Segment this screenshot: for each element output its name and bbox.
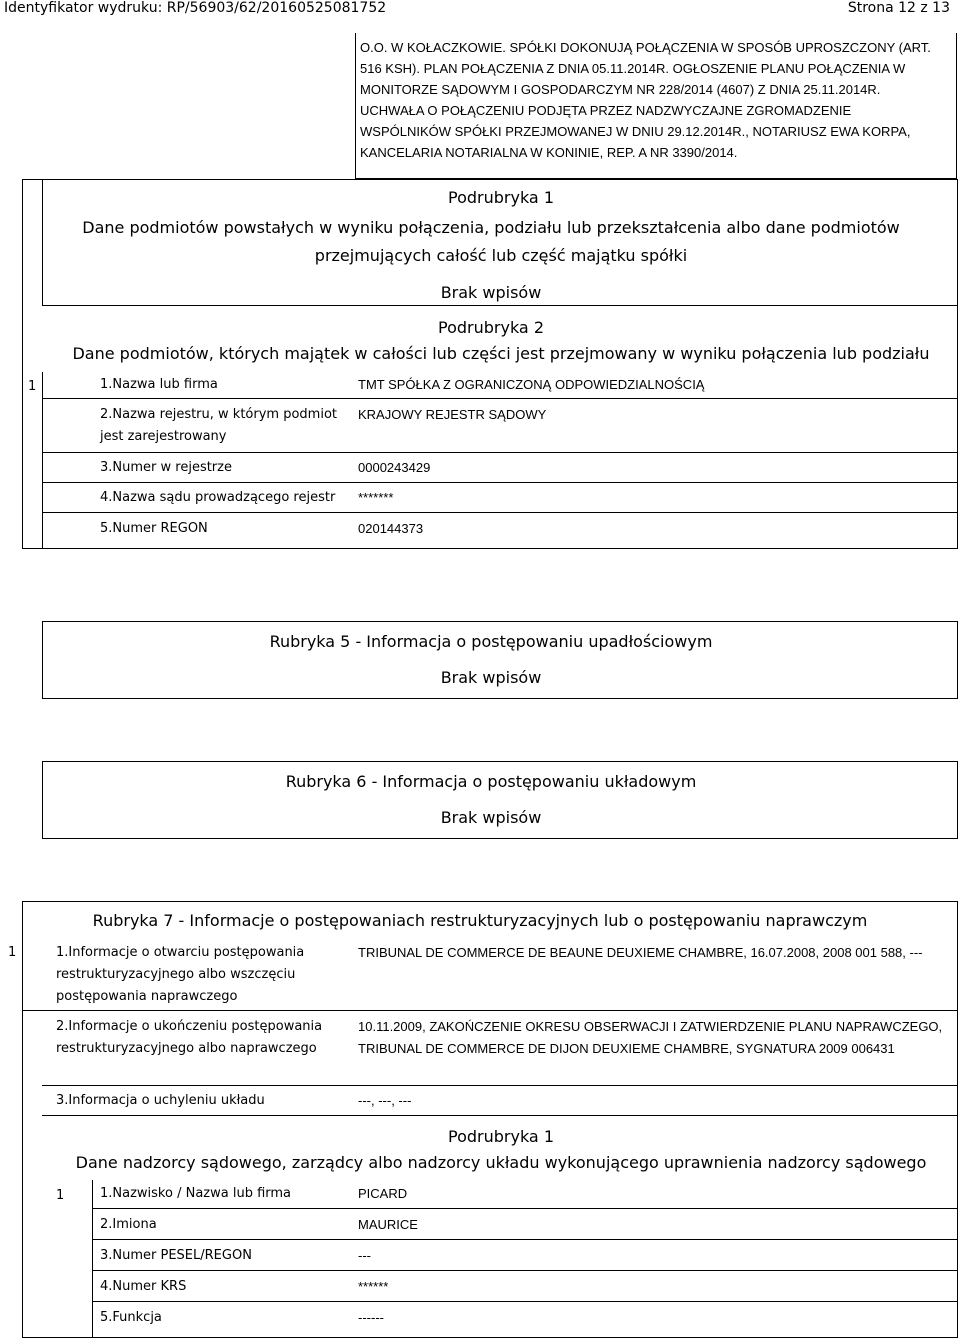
note-line: UCHWAŁA O POŁĄCZENIU PODJĘTA PRZEZ NADZWYCZAJNE ZGROMADZENIE <box>360 103 852 118</box>
page-number: Strona 12 z 13 <box>847 0 950 16</box>
field-value: 10.11.2009, ZAKOŃCZENIE OKRESU OBSERWACJI I ZATWIERDZENIE PLANU NAPRAWCZEGO, TRIBUNAL DE COMMERCE DE DIJON DEUXIEME CHAMBRE, SYGNATURA 2009 006431 <box>358 1019 943 1056</box>
field-value: TMT SPÓŁKA Z OGRANICZONĄ ODPOWIEDZIALNOŚCIĄ <box>358 377 705 392</box>
section-7-subsection-desc: Dane nadzorcy sądowego, zarządcy albo nadzorcy układu wykonującego uprawnienia nadzorcy sądowego <box>75 1153 927 1172</box>
row-divider <box>42 452 958 453</box>
row-divider <box>22 1010 958 1011</box>
note-line: O.O. W KOŁACZKOWIE. SPÓŁKI DOKONUJĄ POŁĄCZENIA W SPOSÓB UPROSZCZONY (ART. <box>360 40 931 55</box>
field-label: 3.Numer w rejestrze <box>100 460 232 475</box>
field-value: KRAJOWY REJESTR SĄDOWY <box>358 407 547 422</box>
field-value: 0000243429 <box>358 460 431 475</box>
field-label: 2.Informacje o ukończeniu postępowania restrukturyzacyjnego albo naprawczego <box>56 1019 323 1056</box>
continuation-note <box>360 37 952 163</box>
field-label: 5.Funkcja <box>100 1310 162 1325</box>
field-label: 3.Informacja o uchyleniu układu <box>56 1093 265 1108</box>
empty-entries-label: Brak wpisów <box>440 668 542 687</box>
row-index: 1 <box>8 945 17 960</box>
row-index: 1 <box>28 379 37 394</box>
field-value: ------ <box>358 1310 384 1325</box>
section-7-subsection-title: Podrubryka 1 <box>448 1127 554 1146</box>
field-label: 1.Nazwisko / Nazwa lub firma <box>100 1186 292 1201</box>
row-divider <box>92 1208 958 1209</box>
row-divider <box>42 512 958 513</box>
field-label: 4.Nazwa sądu prowadzącego rejestr <box>100 490 336 505</box>
field-label: 2.Imiona <box>100 1217 157 1232</box>
field-value: 020144373 <box>358 521 424 536</box>
subsection-2-desc: Dane podmiotów, których majątek w całości lub części jest przejmowany w wyniku połączenia lub podziału <box>72 344 930 363</box>
empty-entries-label: Brak wpisów <box>440 283 542 302</box>
field-label: 3.Numer PESEL/REGON <box>100 1248 252 1263</box>
index-column-divider <box>92 1180 93 1338</box>
row-divider <box>92 1270 958 1271</box>
subsection-1-title: Podrubryka 1 <box>448 188 554 207</box>
field-value: ---, ---, --- <box>358 1093 412 1108</box>
note-line: 516 KSH). PLAN POŁĄCZENIA Z DNIA 05.11.2014R. OGŁOSZENIE PLANU POŁĄCZENIA W <box>360 61 906 76</box>
note-line: MONITORZE SĄDOWYM I GOSPODARCZYM NR 228/2014 (4607) Z DNIA 25.11.2014R. <box>360 82 881 97</box>
row-divider <box>92 1239 958 1240</box>
subsection-2-title: Podrubryka 2 <box>438 318 544 337</box>
empty-entries-label: Brak wpisów <box>440 808 542 827</box>
field-label: 1.Nazwa lub firma <box>100 377 218 392</box>
subsection-divider <box>42 1115 958 1116</box>
field-label: 1.Informacje o otwarciu postępowania restrukturyzacyjnego albo wszczęciu postępowania naprawczego <box>56 945 305 1004</box>
subsection-1-desc-cont: przejmujących całość lub część majątku spółki <box>314 246 688 265</box>
row-divider <box>42 1085 958 1086</box>
note-line: WSPÓLNIKÓW SPÓŁKI PRZEJMOWANEJ W DNIU 29.12.2014R., NOTARIUSZ EWA KORPA, <box>360 124 911 139</box>
section-5-title: Rubryka 5 - Informacja o postępowaniu upadłościowym <box>269 632 713 651</box>
field-value: PICARD <box>358 1186 408 1201</box>
row-index: 1 <box>56 1188 65 1203</box>
row-divider <box>92 1301 958 1302</box>
field-value: --- <box>358 1248 371 1263</box>
subsection-1-desc: Dane podmiotów powstałych w wyniku połączenia, podziału lub przekształcenia albo dane podmiotów <box>82 218 900 237</box>
row-divider <box>42 482 958 483</box>
field-value: ******* <box>358 490 394 505</box>
note-line: KANCELARIA NOTARIALNA W KONINIE, REP. A NR 3390/2014. <box>360 145 738 160</box>
section-6-title: Rubryka 6 - Informacja o postępowaniu układowym <box>285 772 697 791</box>
field-label: 5.Numer REGON <box>100 521 208 536</box>
field-label: 4.Numer KRS <box>100 1279 187 1294</box>
field-value: ****** <box>358 1279 389 1294</box>
row-divider <box>42 398 958 399</box>
field-label: 2.Nazwa rejestru, w którym podmiot jest zarejestrowany <box>100 407 337 444</box>
field-value: MAURICE <box>358 1217 418 1232</box>
field-value: TRIBUNAL DE COMMERCE DE BEAUNE DEUXIEME CHAMBRE, 16.07.2008, 2008 001 588, --- <box>358 945 923 960</box>
print-identifier: Identyfikator wydruku: RP/56903/62/20160525081752 <box>4 0 387 16</box>
section-7-title: Rubryka 7 - Informacje o postępowaniach restrukturyzacyjnych lub o postępowaniu naprawczym <box>92 911 868 930</box>
